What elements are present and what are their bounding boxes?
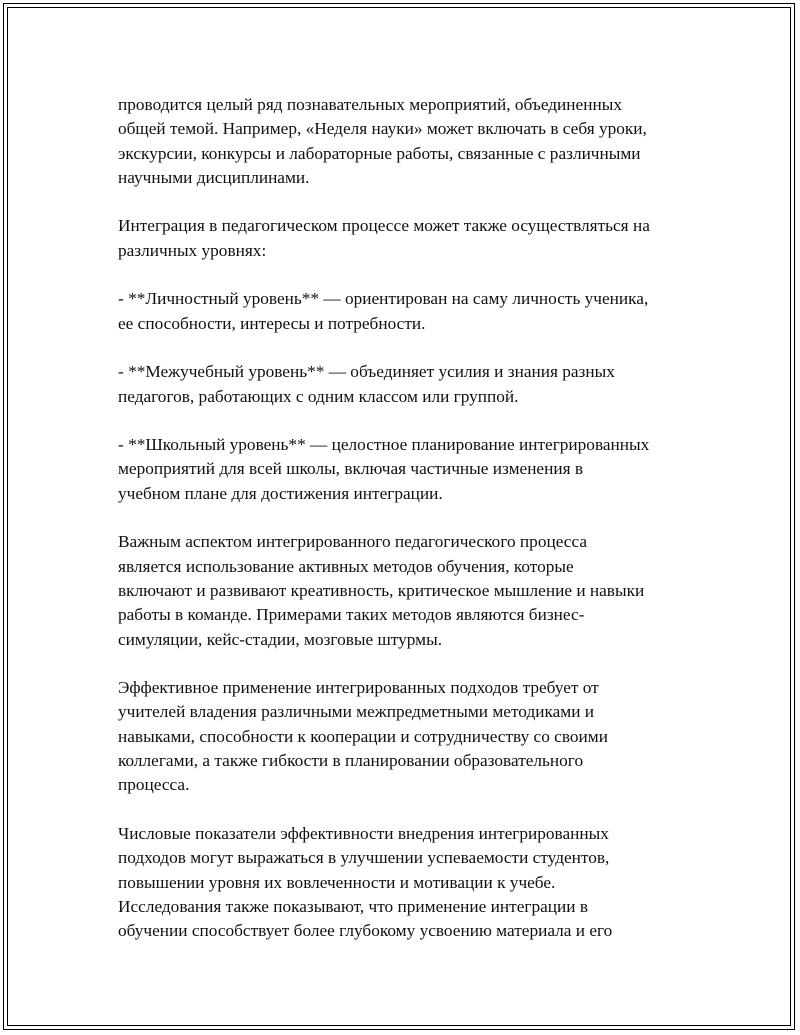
paragraph-effective-application: Эффективное применение интегрированных подходов требует от учителей владения различными межпредметными методиками и навыками, способности к кооперации и сотрудничеству со своими коллегами, а также гибкости в планировании образовательного процесса. [118,678,608,795]
paragraph-numeric-indicators: Числовые показатели эффективности внедрения интегрированных подходов могут выражаться в улучшении успеваемости студентов, повышении уровня их вовлеченности и мотивации к учебе. Исследования также показывают, что применение интеграции в обучении способствует более глубокому усвоению материала и его [118,823,613,941]
document-body [118,93,698,968]
list-item-personal-level: - **Личностный уровень** — ориентирован на саму личность ученика, ее способности, интересы и потребности. [118,289,649,333]
list-item-interteacher-level: - **Межучебный уровень** — объединяет усилия и знания разных педагогов, работающих с одним классом или группой. [118,362,615,406]
paragraph-events: проводится целый ряд познавательных мероприятий, объединенных общей темой. Например, «Неделя науки» может включать в себя уроки, экскурсии, конкурсы и лабораторные работы, связанные с различными научными дисциплинами. [118,95,647,187]
paragraph-integration-levels: Интеграция в педагогическом процессе может также осуществляться на различных уровнях: [118,216,650,260]
paragraph-active-methods: Важным аспектом интегрированного педагогического процесса является использование активных методов обучения, которые включают и развивают креативность, критическое мышление и навыки работы в команде. Примерами таких методов являются бизнес- симуляции, кейс-стадии, мозговые штурмы. [118,532,645,649]
list-item-school-level: - **Школьный уровень** — целостное планирование интегрированных мероприятий для всей школы, включая частичные изменения в учебном плане для достижения интеграции. [118,435,650,503]
